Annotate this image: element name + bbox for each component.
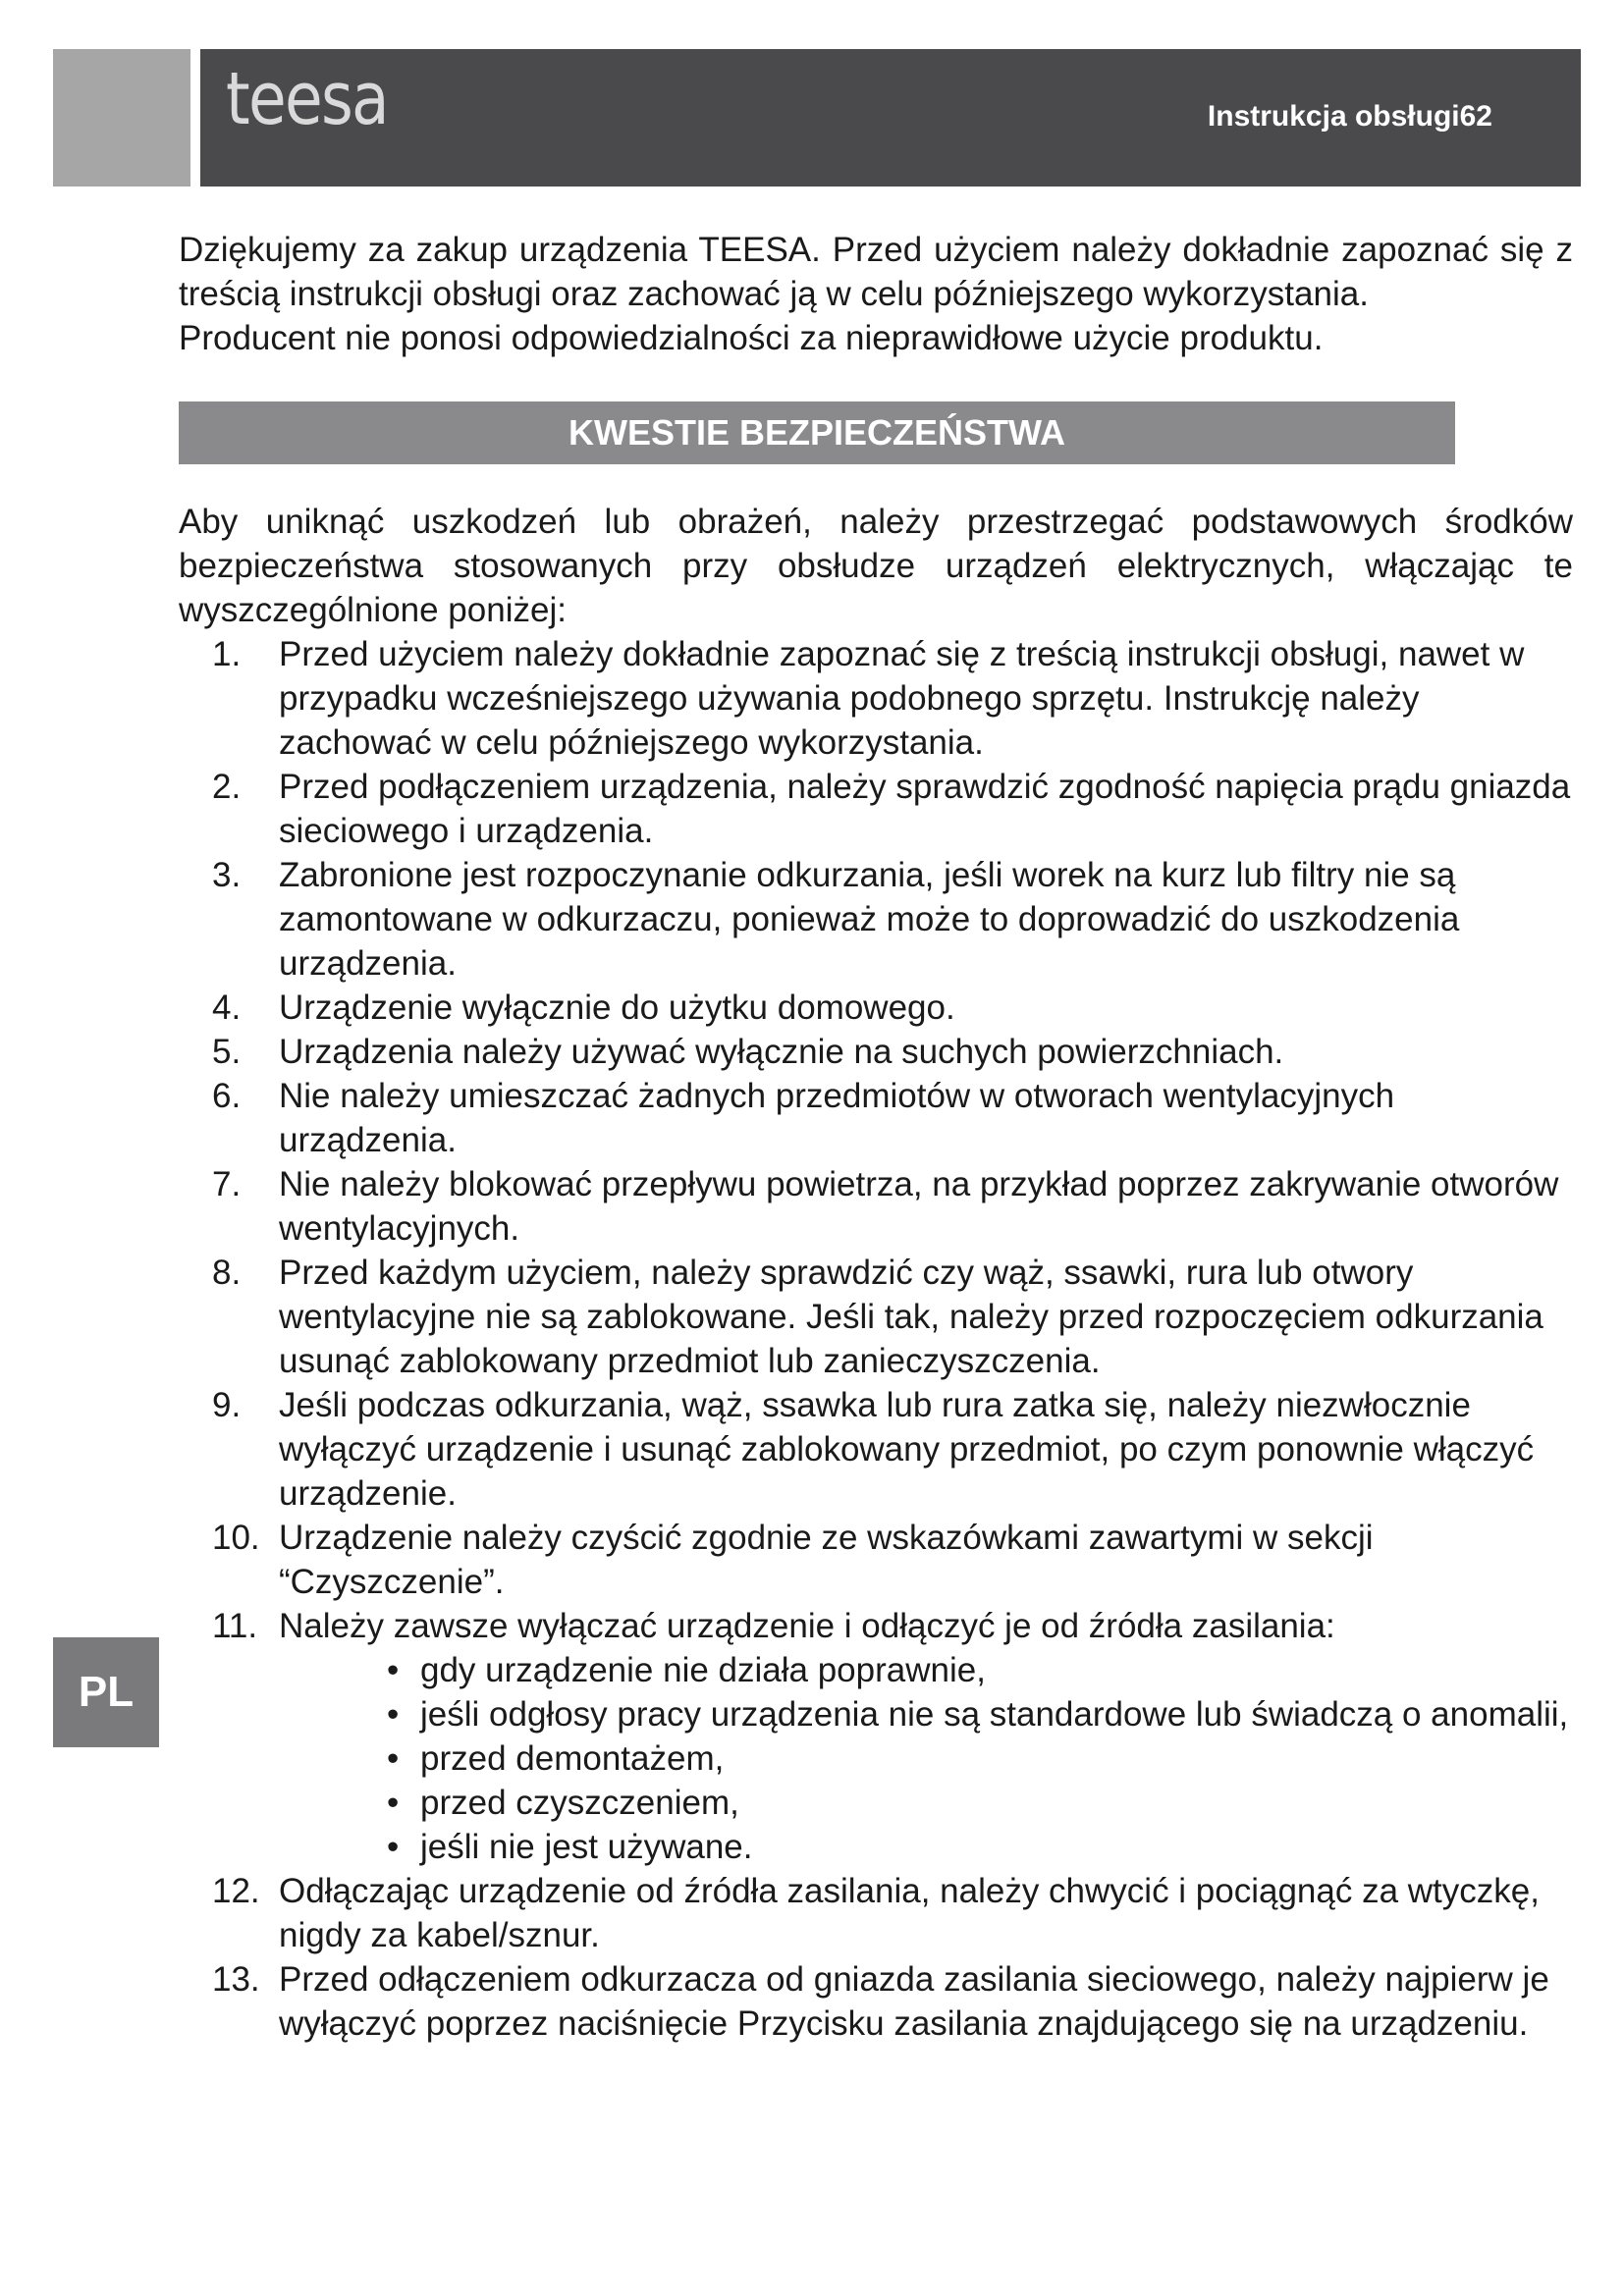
section-title: KWESTIE BEZPIECZEŃSTWA: [179, 401, 1455, 464]
item-text: Urządzenia należy używać wyłącznie na suchych powierzchniach.: [279, 1033, 1284, 1071]
item-text: Urządzenie wyłącznie do użytku domowego.: [279, 988, 955, 1027]
item-number: 6.: [212, 1077, 242, 1115]
language-tab: PL: [53, 1637, 159, 1747]
item-text: Przed odłączeniem odkurzacza od gniazda zasilania sieciowego, należy najpierw je wyłączyć poprzez naciśnięcie Przycisku zasilania znajdującego się na urządzeniu.: [279, 1960, 1549, 2043]
item-text: Jeśli podczas odkurzania, wąż, ssawka lub rura zatka się, należy niezwłocznie wyłączyć urządzenie i usunąć zablokowany przedmiot, po czym ponownie włączyć urządzenie.: [279, 1386, 1535, 1513]
bullet: •: [387, 1828, 400, 1866]
list-item: [179, 765, 1573, 853]
item-number: 12.: [212, 1872, 260, 1910]
item-number: 3.: [212, 856, 242, 894]
item-number: 2.: [212, 768, 242, 806]
item-number: 8.: [212, 1254, 242, 1292]
sub-item-text: przed czyszczeniem,: [420, 1784, 739, 1822]
item-number: 4.: [212, 988, 242, 1027]
list-item: [179, 853, 1573, 986]
item-text: Należy zawsze wyłączać urządzenie i odłączyć je od źródła zasilania:: [279, 1607, 1335, 1645]
sub-item-text: gdy urządzenie nie działa poprawnie,: [420, 1651, 986, 1689]
power-off-conditions: [279, 1648, 1573, 1869]
bullet: •: [387, 1695, 400, 1734]
sub-item-text: jeśli nie jest używane.: [420, 1828, 753, 1866]
list-item: [179, 1957, 1573, 2046]
sub-item-text: przed demontażem,: [420, 1739, 725, 1778]
intro-paragraph: Dziękujemy za zakup urządzenia TEESA. Przed użyciem należy dokładnie zapoznać się z treścią instrukcji obsługi oraz zachować ją w celu późniejszego wykorzystania.: [179, 231, 1573, 313]
list-item: [179, 1162, 1573, 1251]
item-number: 5.: [212, 1033, 242, 1071]
item-text: Nie należy umieszczać żadnych przedmiotów w otworach wentylacyjnych urządzenia.: [279, 1077, 1395, 1159]
item-text: Nie należy blokować przepływu powietrza, na przykład poprzez zakrywanie otworów wentylacyjnych.: [279, 1165, 1559, 1248]
item-number: 13.: [212, 1960, 260, 1999]
list-item: [179, 986, 1573, 1030]
item-number: 1.: [212, 635, 242, 673]
item-text: Przed podłączeniem urządzenia, należy sprawdzić zgodność napięcia prądu gniazda sieciowego i urządzenia.: [279, 768, 1571, 850]
list-item: [179, 1383, 1573, 1516]
brand-logo: teesa: [226, 57, 388, 141]
sub-list-item: [279, 1736, 1573, 1781]
header-gray-block: [53, 49, 190, 187]
item-number: 10.: [212, 1519, 260, 1557]
sub-list-item: [279, 1781, 1573, 1825]
list-item: [179, 1516, 1573, 1604]
sub-list-item: [279, 1648, 1573, 1692]
sub-list-item: [279, 1692, 1573, 1736]
bullet: •: [387, 1651, 400, 1689]
item-text: Zabronione jest rozpoczynanie odkurzania, jeśli worek na kurz lub filtry nie są zamontowane w odkurzaczu, ponieważ może to doprowadzić do uszkodzenia urządzenia.: [279, 856, 1460, 983]
item-text: Przed użyciem należy dokładnie zapoznać się z treścią instrukcji obsługi, nawet w przypadku wcześniejszego używania podobnego sprzętu. Instrukcję należy zachować w celu późniejszego wykorzystania.: [279, 635, 1525, 762]
item-text: Urządzenie należy czyścić zgodnie ze wskazówkami zawartymi w sekcji “Czyszczenie”.: [279, 1519, 1374, 1601]
list-item: [179, 632, 1573, 765]
sub-item-text: jeśli odgłosy pracy urządzenia nie są standardowe lub świadczą o anomalii,: [420, 1695, 1569, 1734]
item-number: 11.: [212, 1607, 258, 1645]
section-intro: Aby uniknąć uszkodzeń lub obrażeń, należy przestrzegać podstawowych środków bezpieczeństwa stosowanych przy obsłudze urządzeń elektrycznych, włączając te wyszczególnione poniżej:: [179, 503, 1573, 629]
disclaimer-paragraph: Producent nie ponosi odpowiedzialności za nieprawidłowe użycie produktu.: [179, 319, 1324, 357]
list-item: [179, 1869, 1573, 1957]
list-item: [179, 1604, 1573, 1869]
bullet: •: [387, 1739, 400, 1778]
item-text: Odłączając urządzenie od źródła zasilania, należy chwycić i pociągnąć za wtyczkę, nigdy za kabel/sznur.: [279, 1872, 1540, 1954]
list-item: [179, 1030, 1573, 1074]
sub-list-item: [279, 1825, 1573, 1869]
item-number: 9.: [212, 1386, 242, 1424]
bullet: •: [387, 1784, 400, 1822]
list-item: [179, 1074, 1573, 1162]
list-item: [179, 1251, 1573, 1383]
item-number: 7.: [212, 1165, 242, 1203]
safety-list: [179, 632, 1573, 2046]
page-content: [179, 228, 1573, 2046]
item-text: Przed każdym użyciem, należy sprawdzić czy wąż, ssawki, rura lub otwory wentylacyjne nie są zablokowane. Jeśli tak, należy przed rozpoczęciem odkurzania usunąć zablokowany przedmiot lub zanieczyszczenia.: [279, 1254, 1543, 1380]
header-title: Instrukcja obsługi62: [1207, 100, 1492, 133]
